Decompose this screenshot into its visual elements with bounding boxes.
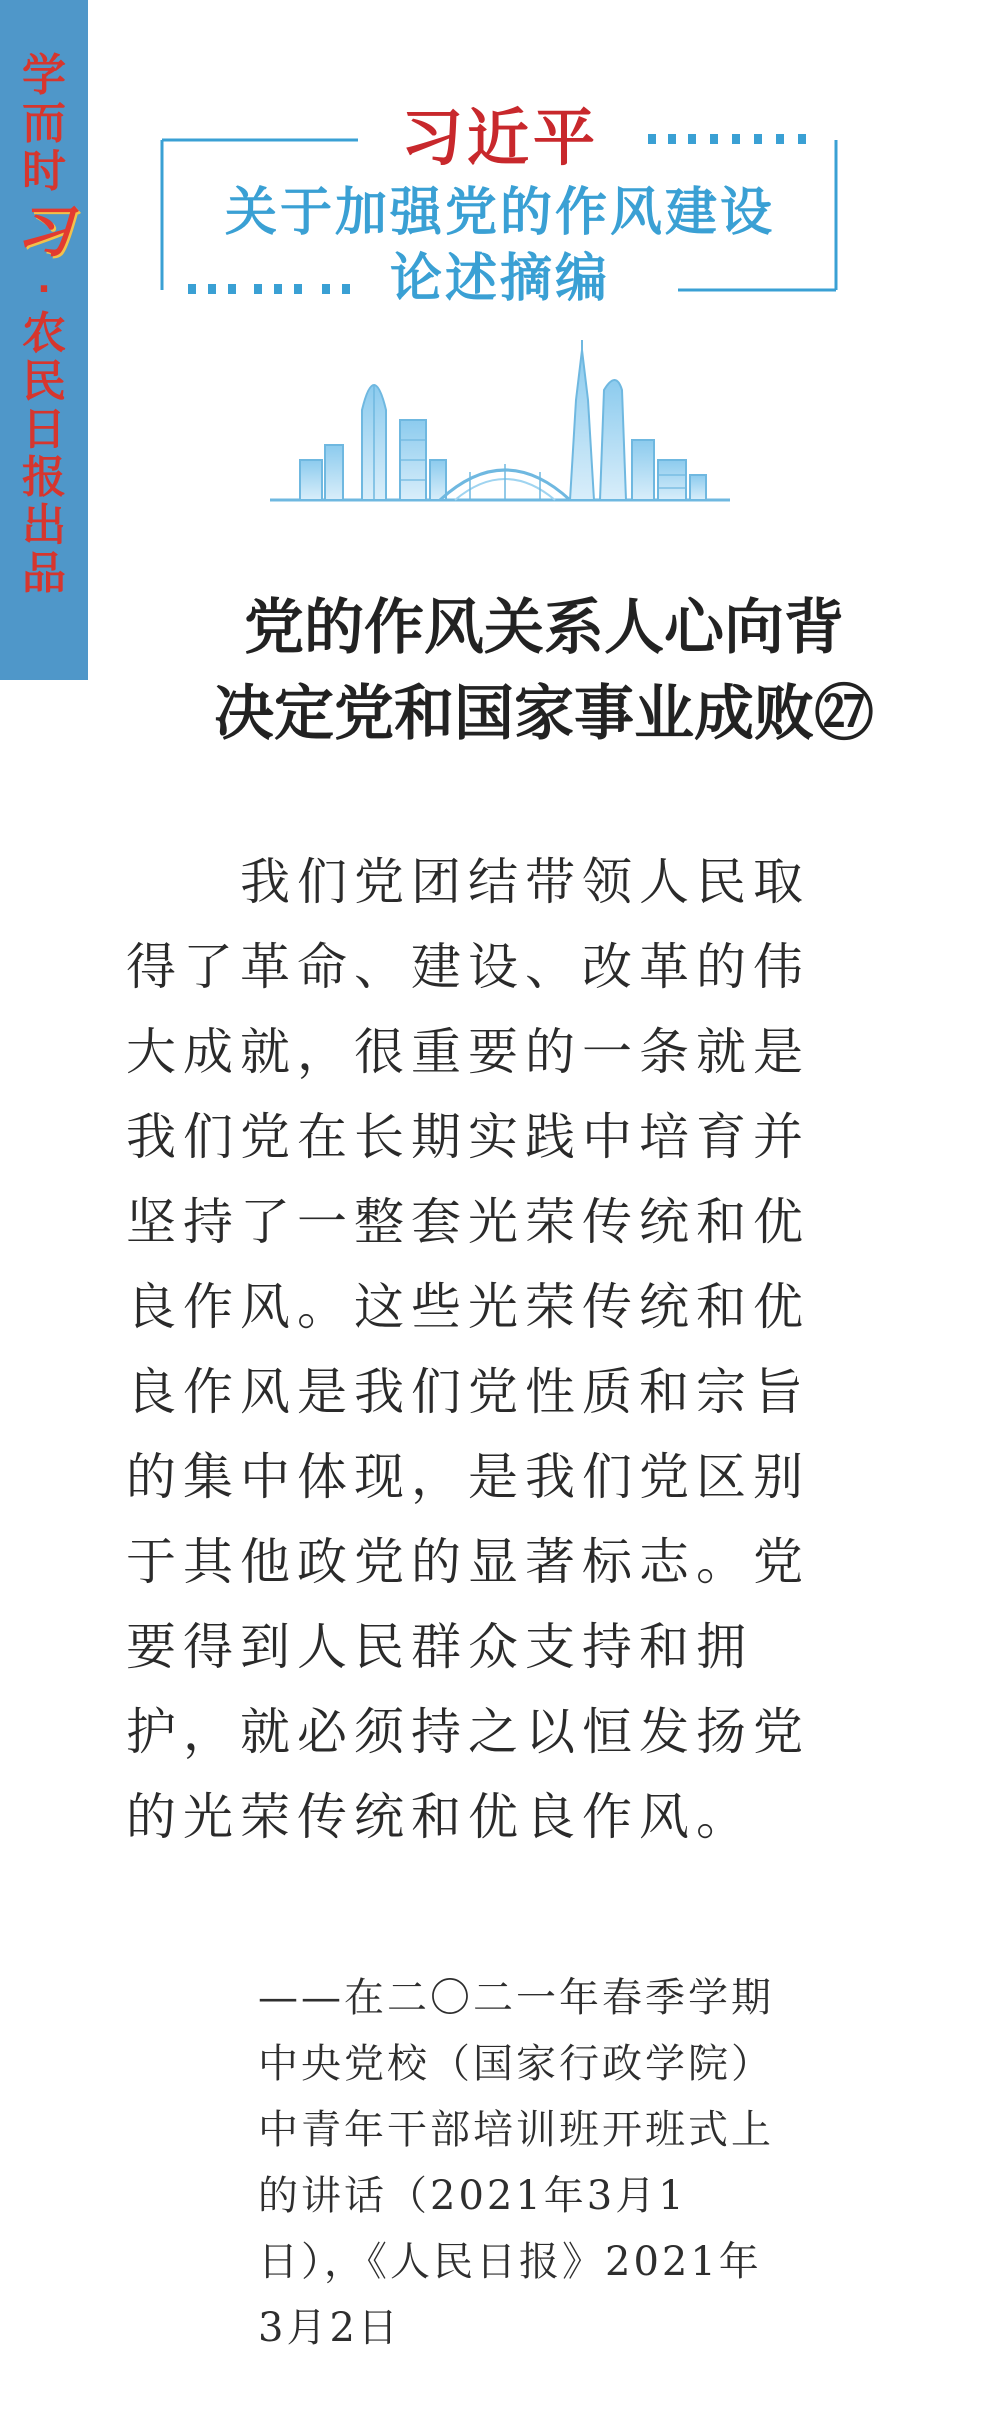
header-subtitle-line2: 论述摘编: [389, 249, 610, 309]
body-line: 坚持了一整套光荣传统和优: [126, 1193, 810, 1251]
side-tab-char: 时: [22, 146, 66, 197]
article-title-line2: 决定党和国家事业成败㉗: [214, 679, 874, 749]
body-line: 我们党在长期实践中培育并: [126, 1108, 810, 1166]
side-tab-char: 报: [22, 452, 66, 503]
header-subtitle-line1: 关于加强党的作风建设: [224, 183, 775, 243]
source-line: ——在二〇二一年春季学期: [258, 1975, 774, 2021]
side-tab-char-xi: 习: [16, 200, 72, 265]
body-line: 于其他政党的显著标志。党: [126, 1533, 810, 1591]
header-banner: [158, 100, 842, 320]
side-tab-char: 出: [22, 500, 66, 551]
body-line: 良作风。这些光荣传统和优: [126, 1278, 810, 1336]
side-tab-dot: ·: [37, 269, 51, 310]
article-title-line1: 党的作风关系人心向背: [244, 593, 844, 663]
body-line: 得了革命、建设、改革的伟: [126, 938, 810, 996]
body-line: 的集中体现，是我们党区别: [126, 1448, 810, 1506]
body-line: 的光荣传统和优良作风。: [126, 1788, 753, 1846]
source-line: 中青年干部培训班开班式上: [258, 2107, 774, 2153]
source-line: 的讲话（2021年3月1: [258, 2173, 687, 2219]
header-name: 习近平: [400, 101, 599, 174]
body-line: 护，就必须持之以恒发扬党: [126, 1703, 810, 1761]
side-tab-char: 民: [22, 356, 66, 407]
source-line: 3月2日: [258, 2305, 401, 2351]
body-line: 要得到人民群众支持和拥: [126, 1618, 753, 1676]
body-line: 良作风是我们党性质和宗旨: [126, 1363, 810, 1421]
side-tab-char: 日: [22, 404, 66, 455]
side-tab-char: 品: [22, 548, 66, 599]
source-line: 中央党校（国家行政学院）: [258, 2041, 774, 2087]
source-line: 日），《人民日报》2021年: [258, 2239, 762, 2285]
article-title: [88, 585, 1000, 757]
source-citation: [258, 1965, 918, 2361]
body-line: 我们党团结带领人民取: [126, 853, 810, 911]
side-tab-char: 学: [22, 50, 66, 101]
body-line: 大成就，很重要的一条就是: [126, 1023, 810, 1081]
body-paragraph: [126, 840, 894, 1860]
side-tab-char: 农: [22, 308, 66, 359]
side-tab: [0, 0, 88, 680]
city-skyline-illustration: [270, 340, 730, 510]
side-tab-char: 而: [22, 98, 66, 149]
